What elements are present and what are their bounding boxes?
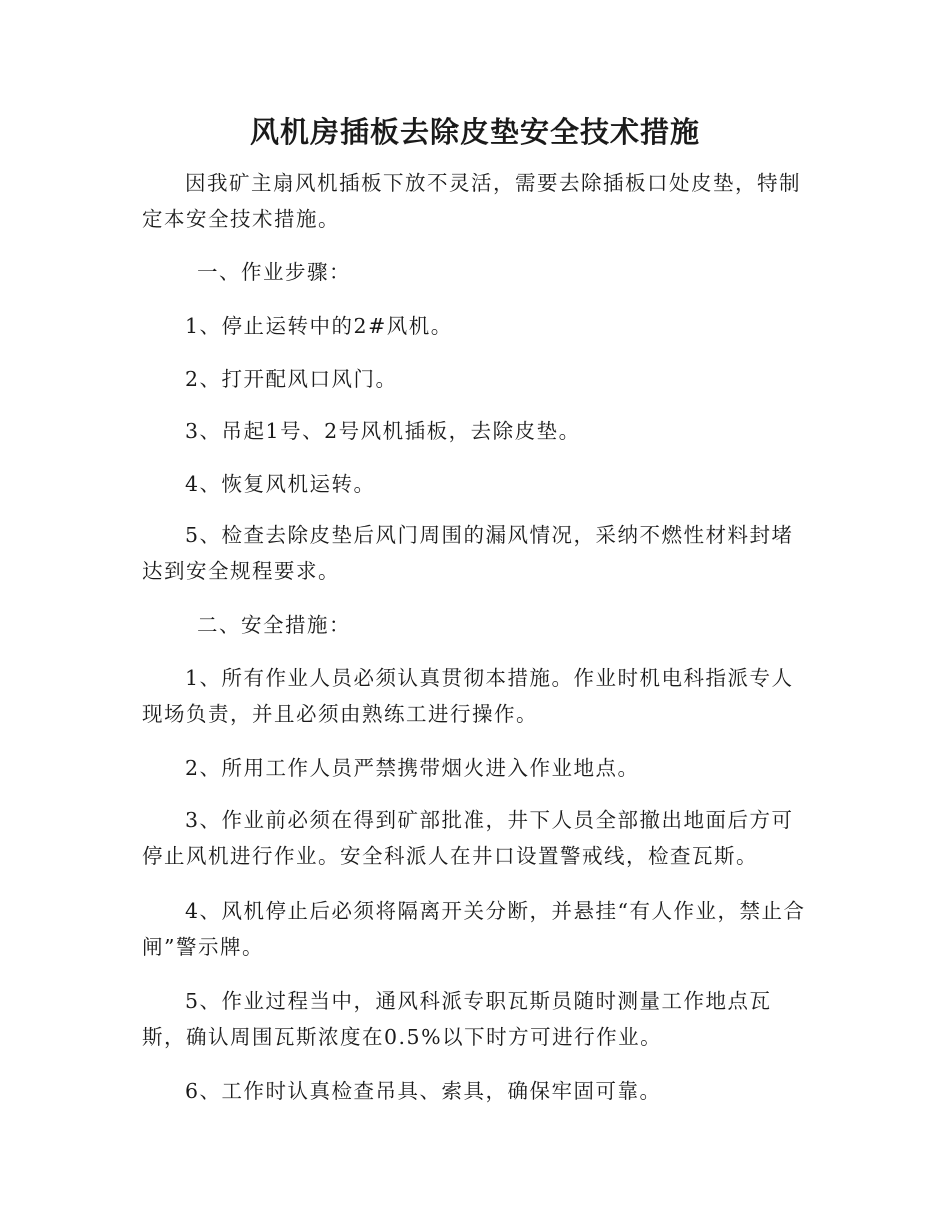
- safety-item-4: 4、风机停止后必须将隔离开关分断，并悬挂“有人作业，禁止合闸”警示牌。: [142, 899, 806, 959]
- safety-item-3: 3、作业前必须在得到矿部批准，井下人员全部撤出地面后方可停止风机进行作业。安全科派人在井口设置警戒线，检查瓦斯。: [142, 808, 794, 868]
- safety-item-1: 1、所有作业人员必须认真贯彻本措施。作业时机电科指派专人现场负责，并且必须由熟练工进行操作。: [142, 666, 794, 726]
- step-item-4: 4、恢复风机运转。: [185, 472, 376, 496]
- step-item-3: 3、吊起1号、2号风机插板，去除皮垫。: [185, 419, 581, 443]
- step-item-5: 5、检查去除皮垫后风门周围的漏风情况，采纳不燃性材料封堵达到安全规程要求。: [142, 523, 794, 583]
- step-item-1: 1、停止运转中的2#风机。: [185, 314, 453, 338]
- document-title: 风机房插板去除皮垫安全技术措施: [249, 115, 700, 149]
- step-item-2: 2、打开配风口风门。: [185, 367, 398, 391]
- section-heading-steps: 一、作业步骤：: [197, 260, 351, 284]
- safety-item-2: 2、所用工作人员严禁携带烟火进入作业地点。: [185, 756, 640, 780]
- intro-paragraph: 因我矿主扇风机插板下放不灵活，需要去除插板口处皮垫，特制定本安全技术措施。: [142, 171, 801, 231]
- safety-item-5: 5、作业过程当中，通风科派专职瓦斯员随时测量工作地点瓦斯，确认周围瓦斯浓度在0.5%以下时方可进行作业。: [142, 989, 772, 1049]
- section-heading-safety: 二、安全措施：: [197, 613, 351, 637]
- safety-item-6: 6、工作时认真检查吊具、索具，确保牢固可靠。: [185, 1079, 662, 1103]
